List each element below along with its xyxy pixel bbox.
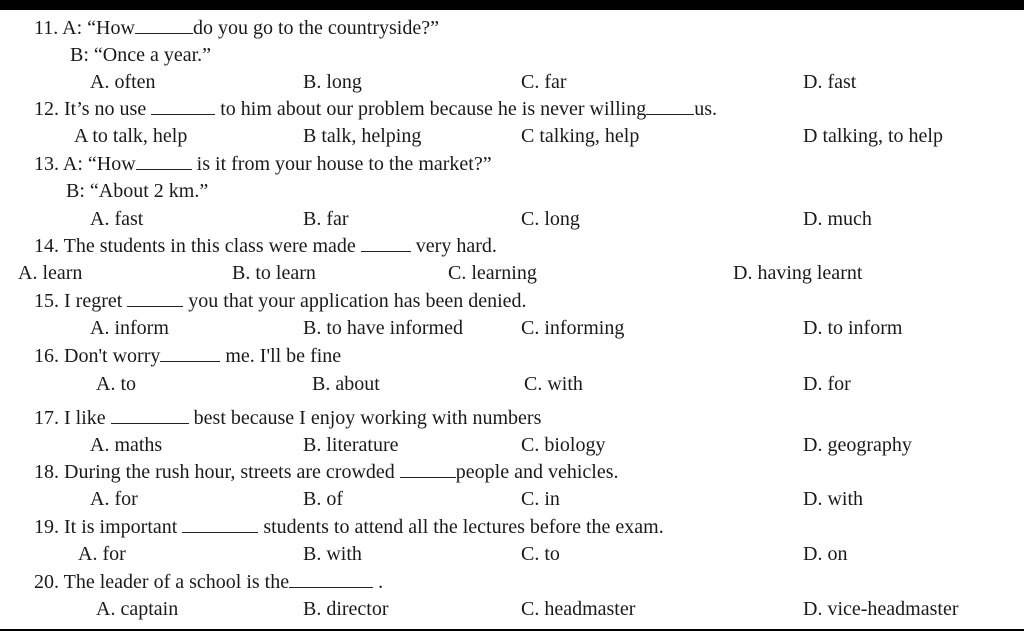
- question-stem-part: The students in this class were made: [63, 235, 356, 257]
- question-number: 16.: [34, 345, 59, 367]
- answer-blank: [136, 153, 192, 170]
- option-c: C. headmaster: [521, 598, 636, 620]
- question-stem-part: Don't worry: [64, 345, 161, 367]
- question-stem-part: The leader of a school is the: [63, 571, 290, 593]
- question-stem-part: students to attend all the lectures before the exam.: [263, 516, 664, 538]
- option-c: C. with: [524, 373, 583, 395]
- option-c: C. learning: [448, 262, 537, 284]
- question-stem-part: A: “How: [62, 17, 135, 39]
- option-b: B. about: [312, 373, 380, 395]
- option-a: A. fast: [90, 208, 144, 230]
- question-14: [34, 234, 497, 258]
- option-a: A. often: [90, 71, 156, 93]
- answer-blank: [151, 98, 215, 115]
- option-c: C. far: [521, 71, 567, 93]
- option-b: B. long: [303, 71, 362, 93]
- question-11-reply: [70, 43, 211, 67]
- answer-blank: [361, 235, 411, 252]
- question-number: 11.: [34, 17, 59, 39]
- question-number: 20.: [34, 571, 59, 593]
- option-d: D. for: [803, 373, 851, 395]
- question-18: [34, 460, 618, 484]
- answer-blank: [127, 290, 183, 307]
- option-d: D. to inform: [803, 317, 903, 339]
- question-stem-part: B: “About 2 km.”: [66, 180, 209, 202]
- option-c: C. in: [521, 488, 560, 510]
- question-stem-part: B: “Once a year.”: [70, 44, 212, 66]
- option-c: C. long: [521, 208, 580, 230]
- question-stem-part: is it from your house to the market?”: [196, 153, 492, 175]
- option-b: B. of: [303, 488, 343, 510]
- question-16: [34, 344, 341, 368]
- option-a: A. to: [96, 373, 136, 395]
- question-number: 13.: [34, 153, 59, 175]
- option-a: A. for: [90, 488, 138, 510]
- option-a: A. captain: [96, 598, 179, 620]
- question-number: 14.: [34, 235, 59, 257]
- worksheet-page: [0, 10, 1024, 629]
- question-stem-part: do you go to the countryside?”: [192, 17, 439, 39]
- option-a: A. for: [78, 543, 126, 565]
- question-number: 17.: [34, 407, 59, 429]
- question-stem-part: It is important: [64, 516, 178, 538]
- option-b: B. director: [303, 598, 389, 620]
- question-stem-part: you that your application has been denied.: [188, 290, 527, 312]
- option-c: C. informing: [521, 317, 625, 339]
- question-11: [34, 16, 439, 40]
- option-d: D. having learnt: [733, 262, 863, 284]
- answer-blank: [400, 461, 456, 478]
- question-13-reply: [66, 179, 208, 203]
- option-d: D. much: [803, 208, 872, 230]
- option-b: B. with: [303, 543, 362, 565]
- answer-blank: [135, 17, 193, 34]
- question-stem-part: A: “How: [62, 153, 136, 175]
- option-d: D. fast: [803, 71, 857, 93]
- option-c: C. to: [521, 543, 560, 565]
- answer-blank: [182, 516, 258, 533]
- option-b: B. to learn: [232, 262, 316, 284]
- question-number: 19.: [34, 516, 59, 538]
- option-a: A. learn: [18, 262, 83, 284]
- question-15: [34, 289, 527, 313]
- answer-blank: [111, 407, 189, 424]
- question-stem-part: It’s no use: [64, 98, 147, 120]
- question-17: [34, 406, 541, 430]
- option-b: B. to have informed: [303, 317, 463, 339]
- question-stem-part: to him about our problem because he is never willing: [220, 98, 647, 120]
- answer-blank: [160, 345, 220, 362]
- question-stem-part: .: [378, 571, 384, 593]
- question-13: [34, 152, 492, 176]
- question-stem-part: I like: [64, 407, 106, 429]
- question-number: 12.: [34, 98, 59, 120]
- option-b: B talk, helping: [303, 125, 422, 147]
- option-d: D. on: [803, 543, 848, 565]
- question-number: 15.: [34, 290, 59, 312]
- option-a: A. inform: [90, 317, 169, 339]
- answer-blank: [289, 571, 373, 588]
- question-stem-part: During the rush hour, streets are crowded: [64, 461, 395, 483]
- option-b: B. far: [303, 208, 349, 230]
- question-stem-part: I regret: [64, 290, 123, 312]
- option-a: A. maths: [90, 434, 163, 456]
- question-12: [34, 97, 717, 121]
- question-19: [34, 515, 664, 539]
- option-c: C talking, help: [521, 125, 640, 147]
- question-20: [34, 570, 383, 594]
- option-d: D. vice-headmaster: [803, 598, 959, 620]
- answer-blank: [646, 98, 694, 115]
- option-b: B. literature: [303, 434, 399, 456]
- option-c: C. biology: [521, 434, 606, 456]
- option-a: A to talk, help: [74, 125, 188, 147]
- question-stem-part: people and vehicles.: [455, 461, 619, 483]
- option-d: D. geography: [803, 434, 912, 456]
- question-stem-part: best because I enjoy working with numbers: [193, 407, 542, 429]
- question-number: 18.: [34, 461, 59, 483]
- option-d: D. with: [803, 488, 863, 510]
- question-stem-part: me. I'll be fine: [225, 345, 342, 367]
- question-stem-part: very hard.: [415, 235, 497, 257]
- question-stem-part: us.: [694, 98, 718, 120]
- option-d: D talking, to help: [803, 125, 943, 147]
